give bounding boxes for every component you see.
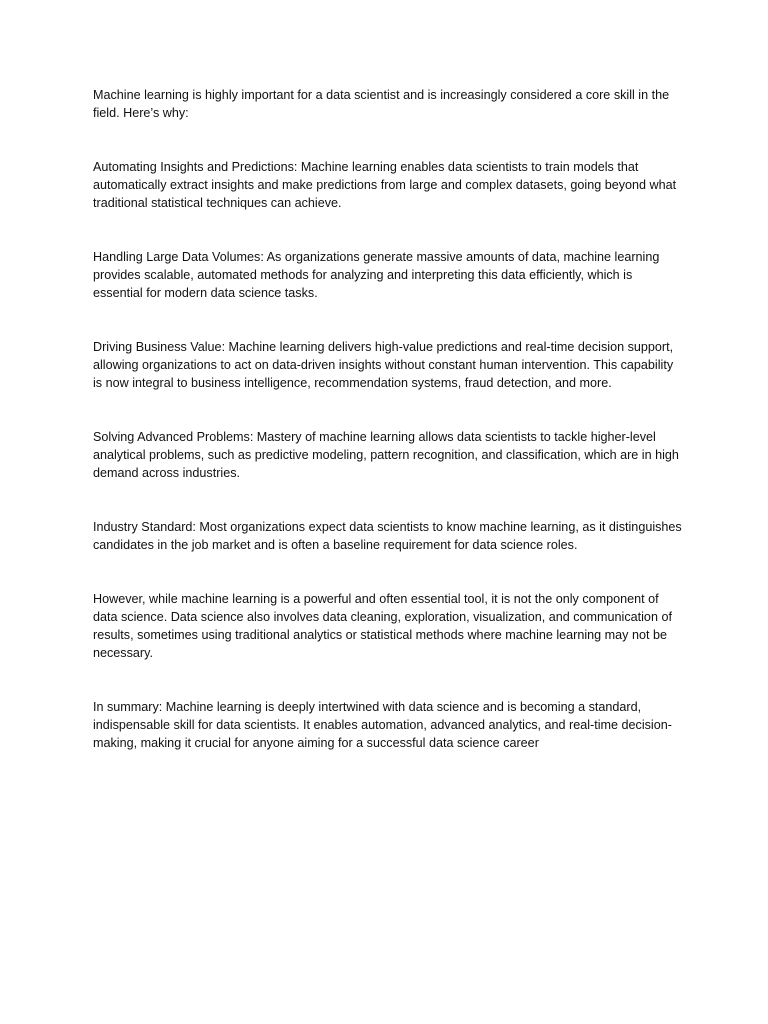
document-body	[93, 86, 683, 788]
paragraph-solving-advanced-problems: Solving Advanced Problems: Mastery of machine learning allows data scientists to tackle higher-level analytical problems, such as predictive modeling, pattern recognition, and classification, which are in high demand across industries.	[93, 430, 679, 480]
paragraph-driving-business-value: Driving Business Value: Machine learning delivers high-value predictions and real-time decision support, allowing organizations to act on data-driven insights without constant human intervention. This capability is now integral to business intelligence, recommendation systems, fraud detection, and more.	[93, 340, 674, 390]
paragraph-handling-large-data: Handling Large Data Volumes: As organizations generate massive amounts of data, machine learning provides scalable, automated methods for analyzing and interpreting this data efficiently, which is essential for modern data science tasks.	[93, 250, 660, 300]
paragraph-however: However, while machine learning is a powerful and often essential tool, it is not the only component of data science. Data science also involves data cleaning, exploration, visualization, and communication of results, sometimes using traditional analytics or statistical methods where machine learning may not be necessary.	[93, 592, 672, 660]
paragraph-industry-standard: Industry Standard: Most organizations expect data scientists to know machine learning, as it distinguishes candidates in the job market and is often a baseline requirement for data science roles.	[93, 520, 682, 552]
paragraph-summary: In summary: Machine learning is deeply intertwined with data science and is becoming a standard, indispensable skill for data scientists. It enables automation, advanced analytics, and real-time decision-making, making it crucial for anyone aiming for a successful data science career	[93, 700, 672, 750]
paragraph-automating-insights: Automating Insights and Predictions: Machine learning enables data scientists to train models that automatically extract insights and make predictions from large and complex datasets, going beyond what traditional statistical techniques can achieve.	[93, 160, 677, 210]
paragraph-intro: Machine learning is highly important for a data scientist and is increasingly considered a core skill in the field. Here’s why:	[93, 88, 670, 120]
